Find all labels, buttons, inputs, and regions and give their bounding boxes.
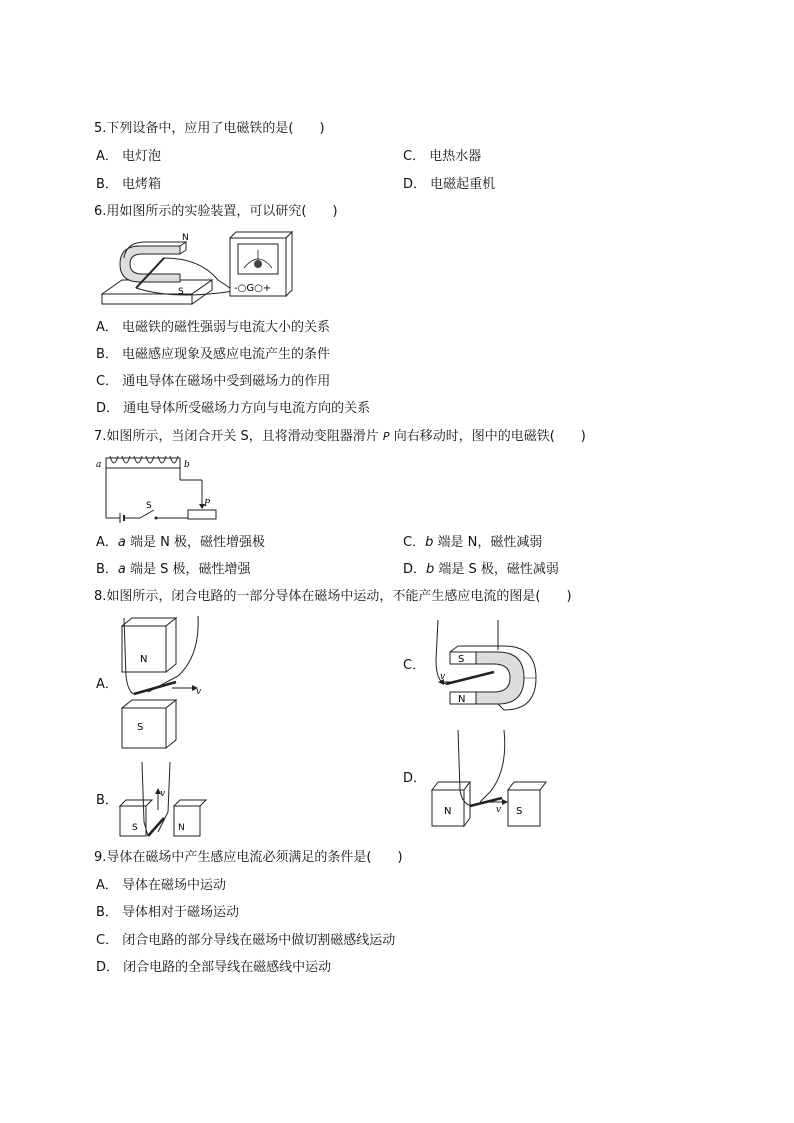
- q6-figure-magnet-galvanometer: [100, 228, 300, 308]
- q8d-label-n: N: [444, 806, 452, 817]
- q9-option-d: D． 闭合电路的全部导线在磁感线中运动: [96, 960, 332, 975]
- q8a-label-s: S: [137, 722, 144, 733]
- q5-option-c: C． 电热水器: [403, 149, 482, 164]
- q6-option-a: A． 电磁铁的磁性强弱与电流大小的关系: [96, 320, 331, 335]
- q7-option-c: C．b 端是 N，磁性减弱: [403, 535, 543, 550]
- q9-option-b: B． 导体相对于磁场运动: [96, 905, 240, 920]
- q7-label-b: b: [184, 460, 190, 470]
- q8-figure-d: [428, 730, 548, 830]
- q8a-label-n: N: [140, 654, 148, 665]
- q8c-label-s: S: [458, 654, 465, 665]
- q8-option-d-label: D．: [403, 771, 427, 786]
- q8-option-c-label: C．: [403, 658, 426, 673]
- q6-option-c: C． 通电导体在磁场中受到磁场力的作用: [96, 374, 331, 389]
- q8d-label-s: S: [516, 806, 523, 817]
- q8c-label-v: v: [440, 672, 446, 682]
- q7-stem: 7.如图所示，当闭合开关 S，且将滑动变阻器滑片 P 向右移动时，图中的电磁铁( ): [94, 429, 586, 444]
- q5-option-b: B． 电烤箱: [96, 177, 162, 192]
- q8d-label-v: v: [496, 805, 502, 815]
- q6-label-s: S: [178, 287, 184, 297]
- q8-option-b-label: B．: [96, 793, 118, 808]
- q7-figure-electromagnet-circuit: [96, 452, 220, 524]
- q7-label-s: S: [146, 501, 152, 511]
- q8-figure-b: [118, 762, 210, 840]
- q6-label-n: N: [182, 233, 189, 243]
- q7-label-a: a: [96, 460, 102, 470]
- q6-stem: 6.用如图所示的实验装置，可以研究( ): [94, 204, 338, 219]
- q8-option-a-label: A．: [96, 677, 118, 692]
- q8-figure-c: [428, 620, 546, 720]
- q8b-label-v: v: [160, 789, 166, 799]
- q5-option-d: D． 电磁起重机: [403, 177, 496, 192]
- q5-stem: 5.下列设备中，应用了电磁铁的是( ): [94, 121, 325, 136]
- q7-option-a: A．a 端是 N 极，磁性增强极: [96, 535, 265, 550]
- q6-meter-terminals: -○G○+: [234, 283, 272, 294]
- q6-option-d: D． 通电导体所受磁场力方向与电流方向的关系: [96, 401, 371, 416]
- q8a-label-v: v: [196, 687, 202, 697]
- q9-option-a: A． 导体在磁场中运动: [96, 878, 227, 893]
- q7-option-d: D．b 端是 S 极，磁性减弱: [403, 562, 559, 577]
- q5-option-a: A． 电灯泡: [96, 149, 162, 164]
- q9-option-c: C． 闭合电路的部分导线在磁场中做切割磁感线运动: [96, 933, 396, 948]
- q6-option-b: B． 电磁感应现象及感应电流产生的条件: [96, 347, 331, 362]
- q7-option-b: B．a 端是 S 极，磁性增强: [96, 562, 251, 577]
- q8b-label-s: S: [132, 823, 138, 833]
- q8c-label-n: N: [458, 694, 466, 705]
- q8-stem: 8.如图所示，闭合电路的一部分导体在磁场中运动，不能产生感应电流的图是( ): [94, 589, 572, 604]
- q8b-label-n: N: [178, 823, 185, 833]
- q9-stem: 9.导体在磁场中产生感应电流必须满足的条件是( ): [94, 850, 403, 865]
- q8-figure-a: [118, 616, 218, 752]
- q7-label-p: P: [204, 499, 211, 509]
